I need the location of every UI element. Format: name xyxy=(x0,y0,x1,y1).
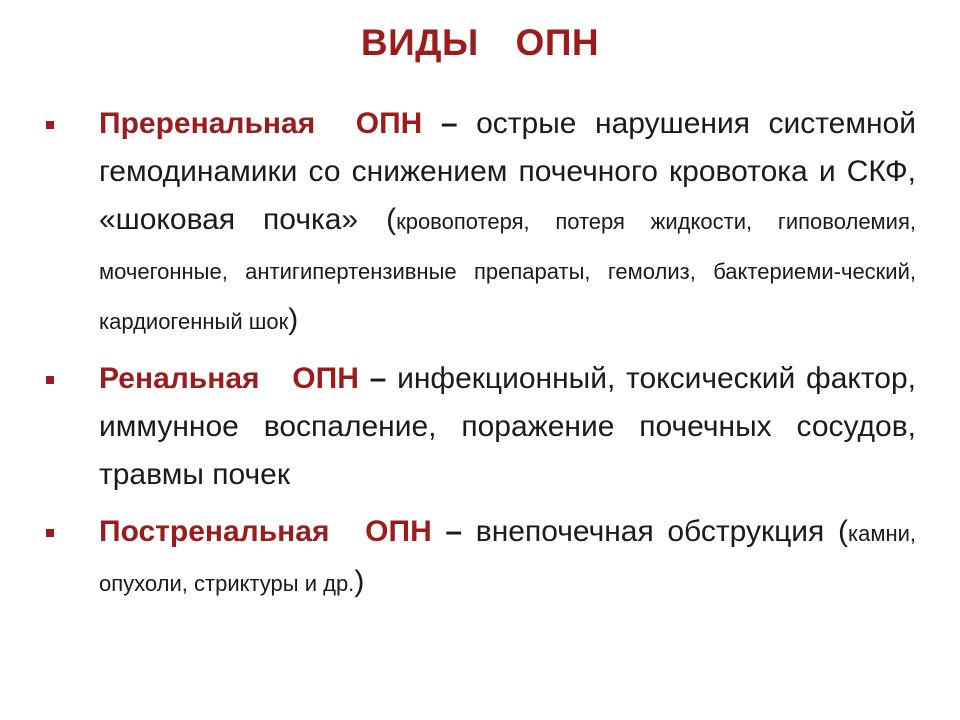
item-dash: – xyxy=(440,107,458,140)
item-dash: – xyxy=(445,515,463,548)
list-item-postrenal xyxy=(0,508,916,608)
bullet-list xyxy=(0,100,960,608)
item-term: Ренальная ОПН xyxy=(99,362,359,395)
item-note: камни, опухоли, стриктуры и др. xyxy=(99,521,917,596)
item-dash: – xyxy=(369,362,387,395)
item-term: Преренальная ОПН xyxy=(99,107,423,140)
item-text: инфекционный, токсический фактор, иммунное воспаление, поражение почечных сосудов, травмы почек xyxy=(99,362,916,491)
square-bullet-icon xyxy=(46,529,54,537)
list-item-renal xyxy=(0,355,916,499)
note-open-paren: ( xyxy=(386,203,397,236)
slide-title: ВИДЫ ОПН xyxy=(360,22,600,63)
item-term: Постренальная ОПН xyxy=(99,515,432,548)
note-close-paren: ) xyxy=(288,303,299,336)
square-bullet-icon xyxy=(46,121,54,129)
item-note: кровопотеря, потеря жидкости, гиповолемия, мочегонные, антигипертензивные препараты, гемолиз, бактериеми-ческий, кардиогенный шок xyxy=(99,209,916,334)
item-text: острые нарушения системной гемодинамики со снижением почечного кровотока и СКФ, «шоковая почка» xyxy=(99,107,916,236)
square-bullet-icon xyxy=(46,376,54,384)
note-close-paren: ) xyxy=(354,565,365,598)
item-text: внепочечная обструкция xyxy=(475,515,825,548)
note-open-paren: ( xyxy=(838,515,848,548)
list-item-prerenal xyxy=(0,100,916,346)
